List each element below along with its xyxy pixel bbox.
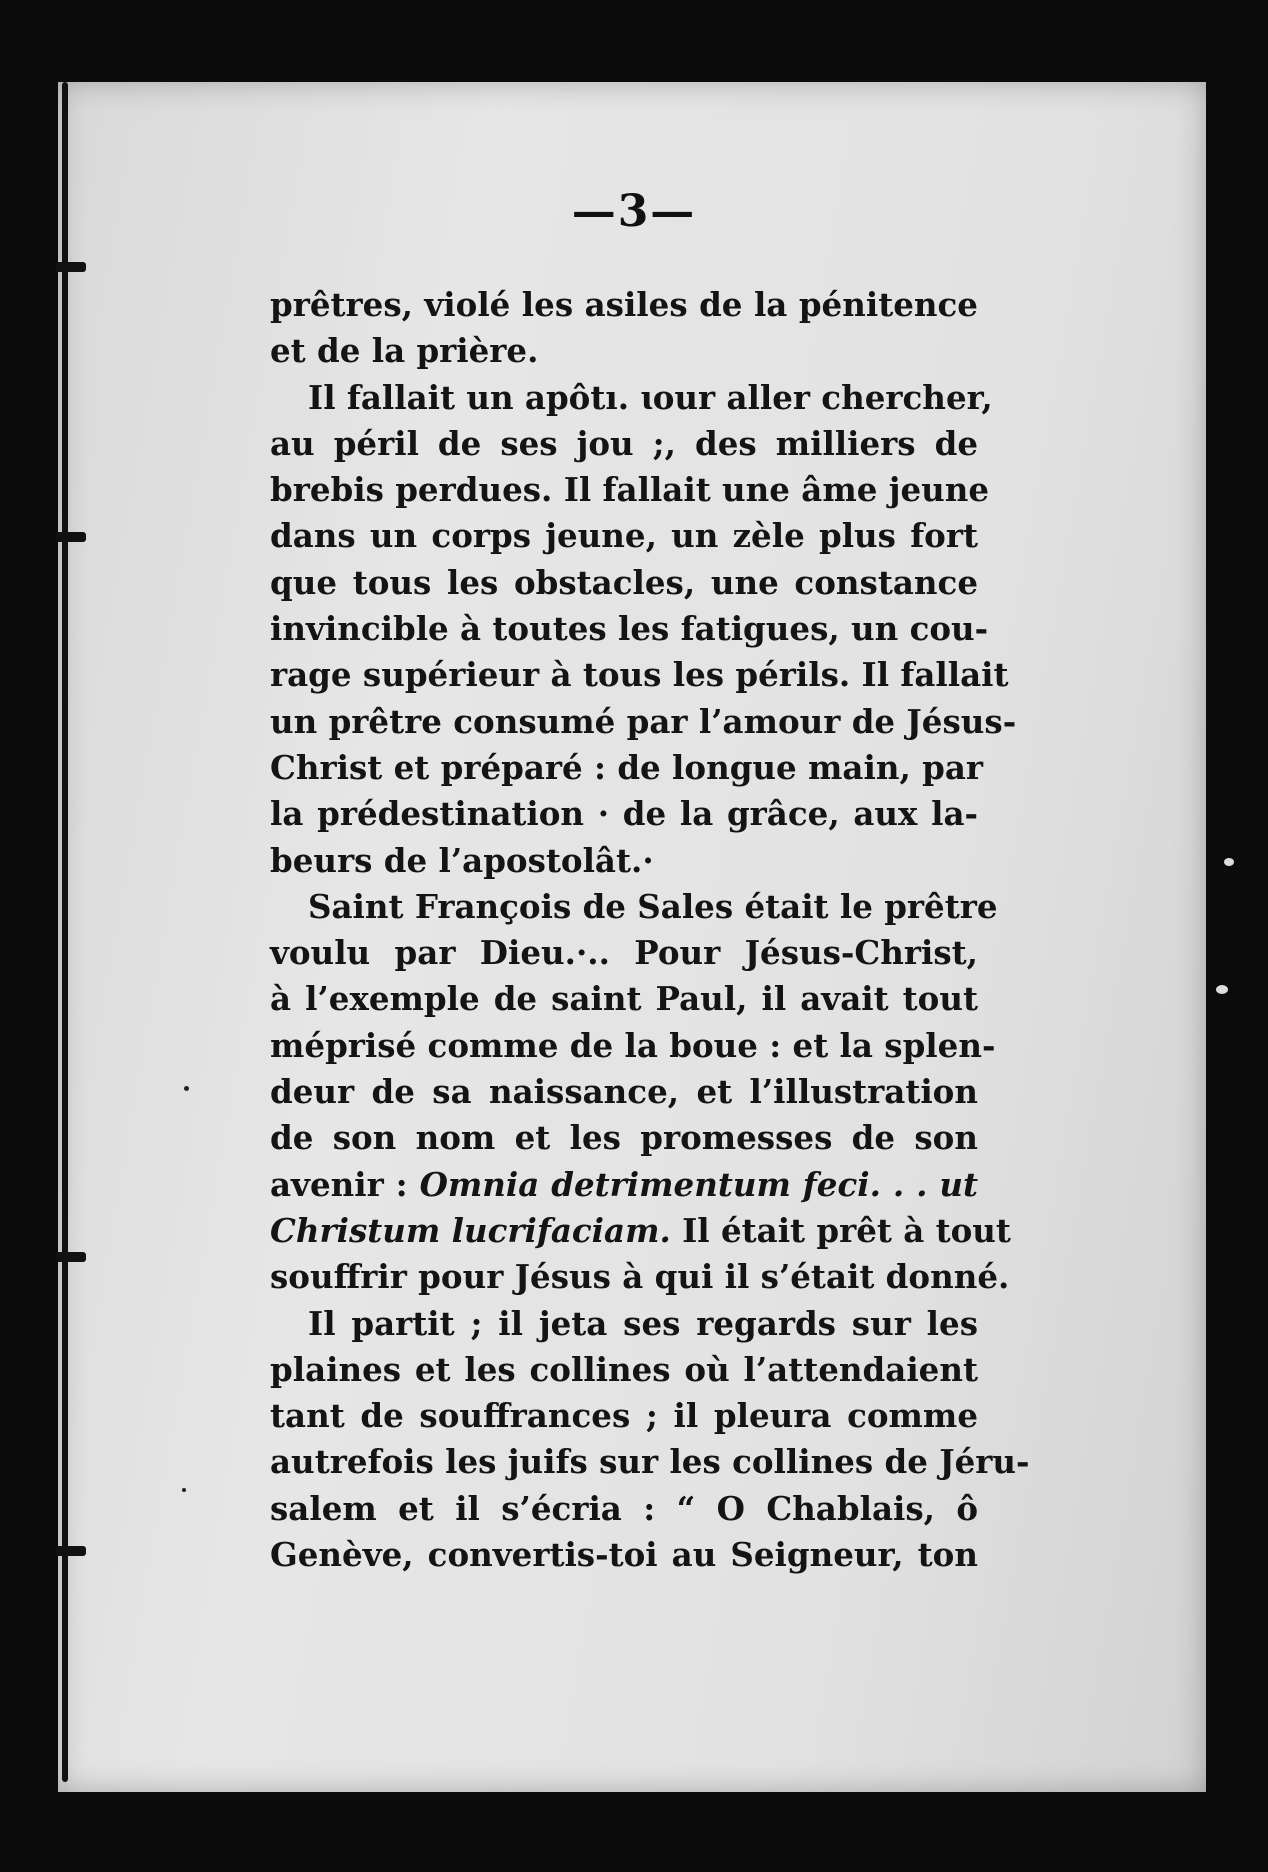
text-line: de son nom et les promesses de son xyxy=(270,1118,978,1158)
text-line: Il partit ; il jeta ses regards sur les xyxy=(308,1303,978,1343)
page-number: —3— xyxy=(571,186,697,237)
text-line xyxy=(270,1208,1011,1254)
text-run: Il était prêt à tout xyxy=(670,1210,1011,1250)
scan-speck xyxy=(1224,858,1234,866)
binding-stitch xyxy=(56,532,86,542)
text-line: Il fallait un apôtı. ɩour aller chercher, xyxy=(308,377,993,417)
scan-speck xyxy=(182,1488,186,1492)
text-line: au péril de ses jou ;, des milliers de xyxy=(270,423,978,463)
text-line: salem et il s’écria : “ O Chablais, ô xyxy=(270,1488,978,1528)
text-line: Saint François de Sales était le prêtre xyxy=(308,886,998,926)
text-run: avenir : xyxy=(270,1164,420,1204)
text-line: prêtres, violé les asiles de la pénitence xyxy=(270,285,978,324)
binding-thread xyxy=(62,82,68,1782)
text-line: la prédestination · de la grâce, aux la- xyxy=(270,794,978,834)
text-line: un prêtre consumé par l’amour de Jésus- xyxy=(270,701,1017,741)
text-line: Christ et préparé : de longue main, par xyxy=(270,747,984,787)
text-line: souffrir pour Jésus à qui il s’était donné. xyxy=(270,1257,1010,1297)
text-line xyxy=(270,1162,978,1208)
binding-stitch xyxy=(56,1252,86,1262)
text-line: beurs de l’apostolât.· xyxy=(270,840,654,880)
text-line: brebis perdues. Il fallait une âme jeune xyxy=(270,470,990,510)
text-line: tant de souffrances ; il pleura comme xyxy=(270,1396,978,1436)
text-line: Genève, convertis-toi au Seigneur, ton xyxy=(270,1535,978,1575)
text-line: que tous les obstacles, une constance xyxy=(270,562,978,602)
text-line: dans un corps jeune, un zèle plus fort xyxy=(270,516,978,556)
binding-stitch xyxy=(56,262,86,272)
text-line: et de la prière. xyxy=(270,331,539,371)
text-line: deur de sa naissance, et l’illustration xyxy=(270,1072,978,1112)
binding-stitch xyxy=(56,1546,86,1556)
text-line: autrefois les juifs sur les collines de Jéru- xyxy=(270,1442,1030,1482)
text-line: à l’exemple de saint Paul, il avait tout xyxy=(270,979,978,1019)
text-line: méprisé comme de la boue : et la splen- xyxy=(270,1025,996,1065)
scan-speck xyxy=(184,1086,189,1091)
text-line: invincible à toutes les fatigues, un cou- xyxy=(270,609,989,649)
latin-quote: Christum lucrifaciam. xyxy=(270,1210,671,1250)
scan-speck xyxy=(1216,985,1228,994)
latin-quote: Omnia detrimentum feci. . . ut xyxy=(419,1164,978,1204)
text-line: rage supérieur à tous les périls. Il fallait xyxy=(270,655,1009,695)
text-line: plaines et les collines où l’attendaient xyxy=(270,1349,978,1389)
text-line: voulu par Dieu.·.. Pour Jésus-Christ, xyxy=(270,933,978,973)
body-text xyxy=(270,282,1030,1578)
